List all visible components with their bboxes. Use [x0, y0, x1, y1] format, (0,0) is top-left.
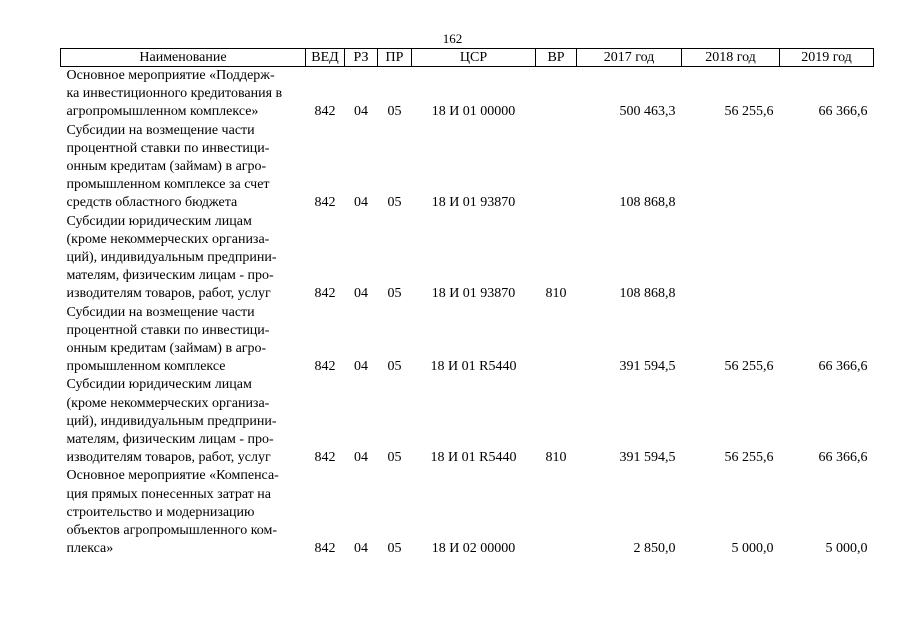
row-name-cell: [61, 376, 306, 467]
amount-2018-cell: [682, 122, 780, 213]
name-line: онным кредитам (займам) в агро-: [66, 159, 267, 175]
name-line: (кроме некоммерческих организа-: [66, 395, 270, 411]
vr-cell: 810: [545, 450, 567, 466]
ved-cell: 842: [314, 286, 336, 302]
name-line: промышленном комплексе: [66, 359, 226, 375]
rz-cell: 04: [354, 359, 368, 375]
amount-2019-cell: 5 000,0: [825, 541, 868, 557]
name-line: Основное мероприятие «Компенса-: [66, 468, 279, 484]
amount-2019-cell: 66 366,6: [818, 104, 868, 120]
row-name-cell: [61, 304, 306, 377]
pr-cell: 05: [387, 359, 402, 375]
page-number: 162: [442, 31, 463, 46]
name-line: плекса»: [66, 541, 114, 557]
amount-2019-cell: [780, 213, 874, 304]
row-name-cell: [61, 122, 306, 213]
csr-cell: 18 И 02 00000: [431, 541, 516, 557]
name-line: Субсидии юридическим лицам: [66, 377, 252, 393]
csr-cell: 18 И 01 00000: [431, 104, 516, 120]
pr-cell: 05: [387, 195, 402, 211]
table-header-row: [61, 49, 874, 67]
csr-cell: 18 И 01 93870: [431, 286, 516, 302]
amount-2017-cell: 391 594,5: [619, 359, 676, 375]
pr-cell: 05: [387, 286, 402, 302]
col-header-csr: ЦСР: [412, 49, 536, 67]
ved-cell: 842: [314, 104, 336, 120]
amount-2017-cell: 2 850,0: [633, 541, 676, 557]
col-header-vr: ВР: [536, 49, 577, 67]
ved-cell: 842: [314, 450, 336, 466]
name-line: ций), индивидуальным предприни-: [66, 250, 277, 266]
table-row: [61, 304, 874, 377]
name-line: промышленном комплексе за счет: [66, 177, 270, 193]
name-line: средств областного бюджета: [66, 195, 238, 211]
name-line: (кроме некоммерческих организа-: [66, 231, 270, 247]
amount-2017-cell: 108 868,8: [619, 286, 676, 302]
amount-2018-cell: 5 000,0: [731, 541, 774, 557]
table-row: [61, 67, 874, 122]
ved-cell: 842: [314, 541, 336, 557]
name-line: процентной ставки по инвестици-: [66, 140, 270, 156]
col-header-name: Наименование: [61, 49, 306, 67]
col-header-2017: 2017 год: [577, 49, 682, 67]
amount-2018-cell: [682, 213, 780, 304]
amount-2017-cell: 108 868,8: [619, 195, 676, 211]
row-name-cell: [61, 67, 306, 122]
name-line: Субсидии юридическим лицам: [66, 213, 252, 229]
amount-2017-cell: 391 594,5: [619, 450, 676, 466]
amount-2019-cell: 66 366,6: [818, 450, 868, 466]
name-line: Субсидии на возмещение части: [66, 122, 255, 138]
table-row: [61, 376, 874, 467]
table-row: [61, 213, 874, 304]
vr-cell: [536, 304, 577, 377]
col-header-ved: ВЕД: [306, 49, 345, 67]
name-line: Основное мероприятие «Поддерж-: [66, 68, 275, 83]
budget-table: [60, 48, 874, 558]
csr-cell: 18 И 01 R5440: [430, 450, 517, 466]
name-line: изводителям товаров, работ, услуг: [66, 286, 271, 302]
name-line: ка инвестиционного кредитования в: [66, 86, 283, 102]
rz-cell: 04: [354, 541, 368, 557]
name-line: ция прямых понесенных затрат на: [66, 486, 272, 502]
name-line: изводителям товаров, работ, услуг: [66, 450, 271, 466]
name-line: мателям, физическим лицам - про-: [66, 432, 274, 448]
row-name-cell: [61, 467, 306, 558]
name-line: агропромышленном комплексе»: [66, 104, 259, 120]
rz-cell: 04: [354, 104, 368, 120]
name-line: Субсидии на возмещение части: [66, 304, 255, 320]
amount-2018-cell: 56 255,6: [724, 359, 774, 375]
amount-2018-cell: 56 255,6: [724, 450, 774, 466]
ved-cell: 842: [314, 195, 336, 211]
col-header-rz: РЗ: [345, 49, 378, 67]
col-header-pr: ПР: [378, 49, 412, 67]
csr-cell: 18 И 01 93870: [431, 195, 516, 211]
rz-cell: 04: [354, 195, 368, 211]
vr-cell: [536, 467, 577, 558]
col-header-2019: 2019 год: [780, 49, 874, 67]
name-line: процентной ставки по инвестици-: [66, 322, 270, 338]
name-line: строительство и модернизацию: [66, 504, 255, 520]
table-row: [61, 122, 874, 213]
amount-2017-cell: 500 463,3: [619, 104, 676, 120]
ved-cell: 842: [314, 359, 336, 375]
table-row: [61, 467, 874, 558]
amount-2018-cell: 56 255,6: [724, 104, 774, 120]
amount-2019-cell: [780, 122, 874, 213]
pr-cell: 05: [387, 541, 402, 557]
vr-cell: [536, 122, 577, 213]
vr-cell: [536, 67, 577, 122]
pr-cell: 05: [387, 450, 402, 466]
rz-cell: 04: [354, 286, 368, 302]
name-line: объектов агропромышленного ком-: [66, 523, 278, 539]
col-header-2018: 2018 год: [682, 49, 780, 67]
name-line: мателям, физическим лицам - про-: [66, 268, 274, 284]
vr-cell: 810: [545, 286, 567, 302]
rz-cell: 04: [354, 450, 368, 466]
csr-cell: 18 И 01 R5440: [430, 359, 517, 375]
amount-2019-cell: 66 366,6: [818, 359, 868, 375]
pr-cell: 05: [387, 104, 402, 120]
name-line: ций), индивидуальным предприни-: [66, 413, 277, 429]
name-line: онным кредитам (займам) в агро-: [66, 341, 267, 357]
row-name-cell: [61, 213, 306, 304]
